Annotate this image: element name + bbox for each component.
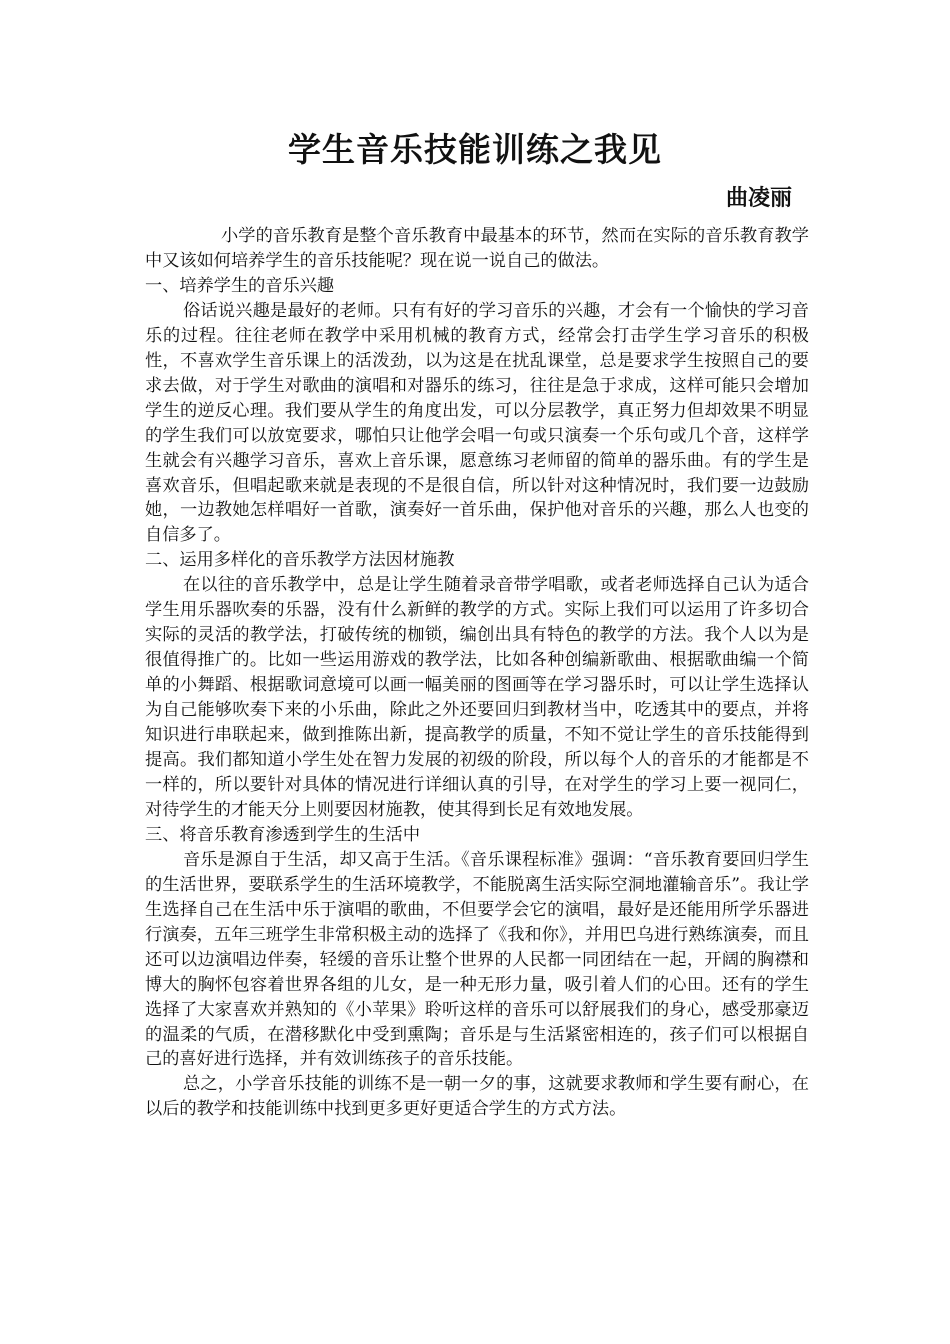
document-title: 学生音乐技能训练之我见 xyxy=(288,130,662,169)
section-heading-3: 三、将音乐教育渗透到学生的生活中 xyxy=(145,824,421,845)
intro-paragraph: 小学的音乐教育是整个音乐教育中最基本的环节，然而在实际的音乐教育教学中又该如何培养学生的音乐技能呢？现在说一说自己的做法。 xyxy=(145,226,809,271)
section-paragraph-3: 音乐是源自于生活，却又高于生活。《音乐课程标准》强调：“音乐教育要回归学生的生活世界，要联系学生的生活环境教学，不能脱离生活实际空洞地灌输音乐”。我让学生选择自己在生活中乐于演唱的歌曲，不但要学会它的演唱，最好是还能用所学乐器进行演奏，五年三班学生非常积极主动的选择了《我和你》，并用巴乌进行熟练演奏，而且还可以边演唱边伴奏，轻缓的音乐让整个世界的人民都一同团结在一起，开阔的胸襟和博大的胸怀包容着世界各组的儿女，是一种无形力量，吸引着人们的心田。还有的学生选择了大家喜欢并熟知的《小苹果》聆听这样的音乐可以舒展我们的身心，感受那豪迈的温柔的气质，在潜移默化中受到熏陶；音乐是与生活紧密相连的，孩子们可以根据自己的喜好进行选择，并有效训练孩子的音乐技能。 xyxy=(145,849,809,1070)
section-paragraph-1: 俗话说兴趣是最好的老师。只有有好的学习音乐的兴趣，才会有一个愉快的学习音乐的过程。往往老师在教学中采用机械的教育方式，经常会打击学生学习音乐的积极性，不喜欢学生音乐课上的活泼劲，以为这是在扰乱课堂，总是要求学生按照自己的要求去做，对于学生对歌曲的演唱和对器乐的练习，往往是急于求成，这样可能只会增加学生的逆反心理。我们要从学生的角度出发，可以分层教学，真正努力但却效果不明显的学生我们可以放宽要求，哪怕只让他学会唱一句或只演奏一个乐句或几个音，这样学生就会有兴趣学习音乐，喜欢上音乐课，愿意练习老师留的简单的器乐曲。有的学生是喜欢音乐，但唱起歌来就是表现的不是很自信，所以针对这种情况时，我们要一边鼓励她，一边教她怎样唱好一首歌，演奏好一首乐曲，保护他对音乐的兴趣，那么人也变的自信多了。 xyxy=(145,300,809,546)
conclusion-paragraph: 总之，小学音乐技能的训练不是一朝一夕的事，这就要求教师和学生要有耐心，在以后的教学和技能训练中找到更多更好更适合学生的方式方法。 xyxy=(145,1074,809,1120)
section-heading-2: 二、运用多样化的音乐教学方法因材施教 xyxy=(145,550,455,571)
section-heading-1: 一、培养学生的音乐兴趣 xyxy=(145,275,335,296)
document-body xyxy=(145,224,809,1122)
author-name: 曲凌丽 xyxy=(725,186,792,211)
section-paragraph-2: 在以往的音乐教学中，总是让学生随着录音带学唱歌，或者老师选择自己认为适合学生用乐器吹奏的乐器，没有什么新鲜的教学的方式。实际上我们可以运用了许多切合实际的灵活的教学法，打破传统的枷锁，编创出具有特色的教学的方法。我个人以为是很值得推广的。比如一些运用游戏的教学法，比如各种创编新歌曲、根据歌曲编一个简单的小舞蹈、根据歌词意境可以画一幅美丽的图画等在学习器乐时，可以让学生选择认为自己能够吹奏下来的小乐曲，除此之外还要回归到教材当中，吃透其中的要点，并将知识进行串联起来，做到推陈出新，提高教学的质量，不知不觉让学生的音乐技能得到提高。我们都知道小学生处在智力发展的初级的阶段，所以每个人的音乐的才能都是不一样的，所以要针对具体的情况进行详细认真的引导，在对学生的学习上要一视同仁，对待学生的才能天分上则要因材施教，使其得到长足有效地发展。 xyxy=(145,575,809,820)
